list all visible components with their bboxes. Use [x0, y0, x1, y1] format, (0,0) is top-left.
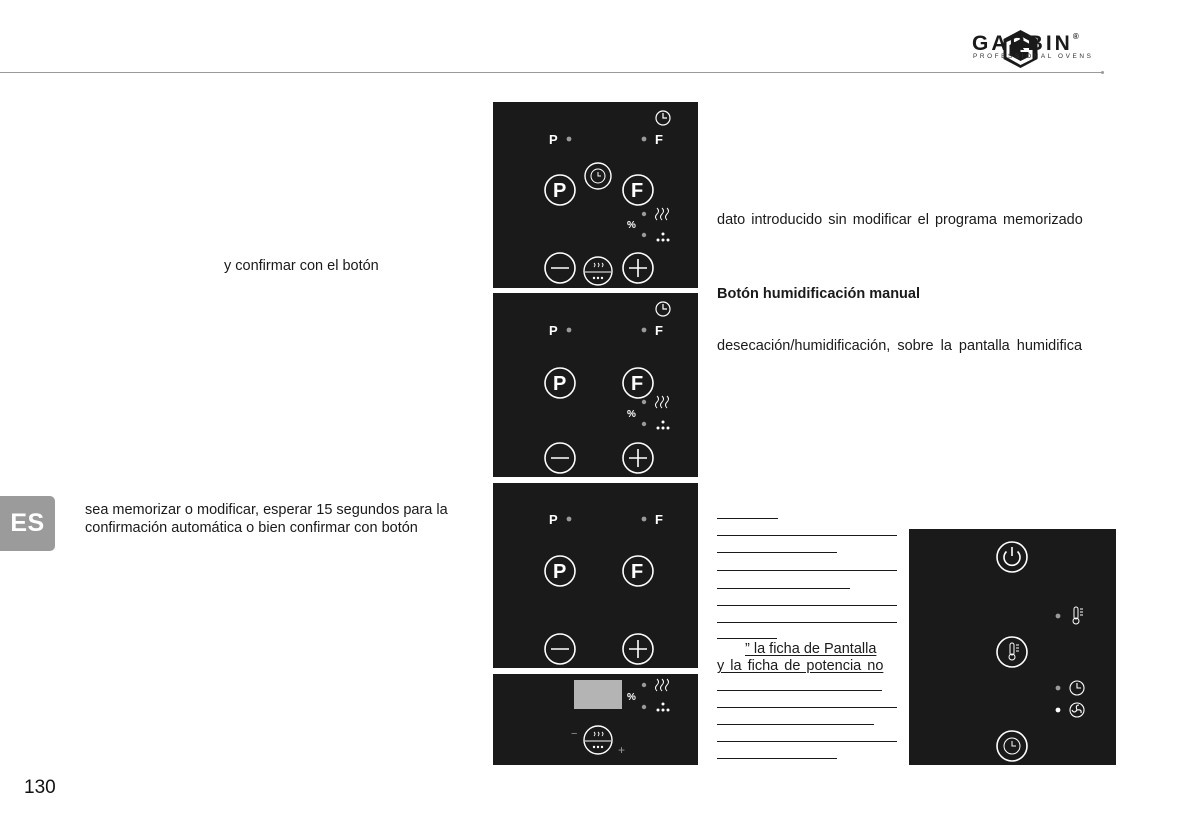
thermometer-led [1056, 614, 1061, 619]
humidity-button[interactable] [584, 257, 612, 285]
link-underline [717, 724, 874, 725]
steam-icon [656, 396, 669, 408]
clock-led [1056, 686, 1061, 691]
p-indicator-label: P [549, 132, 558, 147]
link-underline [717, 588, 850, 589]
memorize-text-line-1: sea memorizar o modificar, esperar 15 segundos para la [85, 502, 448, 518]
plus-symbol: + [618, 743, 626, 757]
clock-icon [656, 111, 670, 125]
temperature-button[interactable] [997, 637, 1027, 667]
confirm-text: y confirmar con el botón [224, 258, 379, 274]
timer-button[interactable] [997, 731, 1027, 761]
f-indicator-label: F [655, 132, 663, 147]
f-button[interactable] [623, 368, 653, 398]
humidity-percent-label: % [627, 220, 636, 231]
link-underline [717, 552, 837, 553]
link-text-line-1[interactable]: ” la ficha de Pantalla [745, 641, 877, 657]
link-underline [717, 605, 897, 606]
f-indicator-label: F [655, 512, 663, 527]
brand-tagline: PROFESSIONAL OVENS [973, 53, 1094, 60]
minus-symbol: − [571, 728, 578, 740]
link-underline [717, 622, 897, 623]
minus-button[interactable] [545, 443, 575, 473]
fan-led [1056, 708, 1061, 713]
humidity-display [574, 680, 622, 709]
drops-led [642, 705, 646, 709]
svg-text:P: P [553, 180, 567, 202]
f-indicator-led [642, 517, 647, 522]
header-rule [0, 72, 1102, 73]
svg-text:P: P [553, 373, 567, 395]
steam-led [642, 683, 646, 687]
control-panel-4 [493, 674, 698, 765]
link-underline [717, 690, 882, 691]
link-underline [717, 741, 897, 742]
clock-icon [656, 302, 670, 316]
minus-button[interactable] [545, 253, 575, 283]
language-tab: ES [0, 496, 55, 551]
link-text-line-2[interactable]: y la ficha de potencia no [717, 658, 884, 674]
steam-led [642, 400, 646, 404]
f-button[interactable] [623, 556, 653, 586]
plus-button[interactable] [623, 443, 653, 473]
humidity-percent-label: % [627, 692, 636, 703]
brand-name: GARBIN® [972, 32, 1079, 55]
link-underline [717, 518, 778, 519]
dato-text: dato introducido sin modificar el programa memorizado [717, 212, 1083, 228]
control-panel-3 [493, 483, 698, 668]
svg-text:F: F [631, 561, 644, 583]
steam-led [642, 212, 646, 216]
power-button[interactable] [997, 542, 1027, 572]
link-underline [717, 707, 897, 708]
f-indicator-led [642, 328, 647, 333]
p-button[interactable] [545, 368, 575, 398]
p-indicator-label: P [549, 512, 558, 527]
p-indicator-label: P [549, 323, 558, 338]
svg-text:P: P [553, 561, 567, 583]
p-button[interactable] [545, 175, 575, 205]
plus-button[interactable] [623, 634, 653, 664]
p-indicator-led [567, 137, 572, 142]
svg-text:F: F [631, 373, 644, 395]
timer-button[interactable] [585, 163, 611, 189]
control-panel-1 [493, 102, 698, 288]
link-underline [717, 758, 837, 759]
desecacion-text: desecación/humidificación, sobre la pantalla humidifica [717, 338, 1083, 354]
f-indicator-label: F [655, 323, 663, 338]
page-number: 130 [24, 777, 56, 798]
plus-button[interactable] [623, 253, 653, 283]
control-panel-right [909, 529, 1116, 765]
humidity-percent-label: % [627, 409, 636, 420]
steam-icon [656, 208, 669, 220]
minus-button[interactable] [545, 634, 575, 664]
steam-icon [656, 679, 669, 691]
fan-icon [1070, 703, 1084, 717]
water-drops-icon [657, 703, 670, 712]
manual-humidification-heading: Botón humidificación manual [717, 286, 921, 302]
svg-text:F: F [631, 180, 644, 202]
thermometer-icon [1073, 607, 1083, 624]
header-rule-dot [1101, 71, 1104, 74]
link-underline [717, 570, 897, 571]
drops-led [642, 233, 646, 237]
clock-icon [1070, 681, 1084, 695]
control-panel-2 [493, 293, 698, 477]
water-drops-icon [657, 233, 670, 242]
link-underline [717, 535, 897, 536]
p-indicator-led [567, 328, 572, 333]
water-drops-icon [657, 421, 670, 430]
drops-led [642, 422, 646, 426]
memorize-text-line-2: confirmación automática o bien confirmar con botón [85, 520, 418, 536]
link-underline [717, 638, 777, 639]
p-indicator-led [567, 517, 572, 522]
f-indicator-led [642, 137, 647, 142]
p-button[interactable] [545, 556, 575, 586]
humidity-button[interactable] [584, 726, 612, 754]
f-button[interactable] [623, 175, 653, 205]
